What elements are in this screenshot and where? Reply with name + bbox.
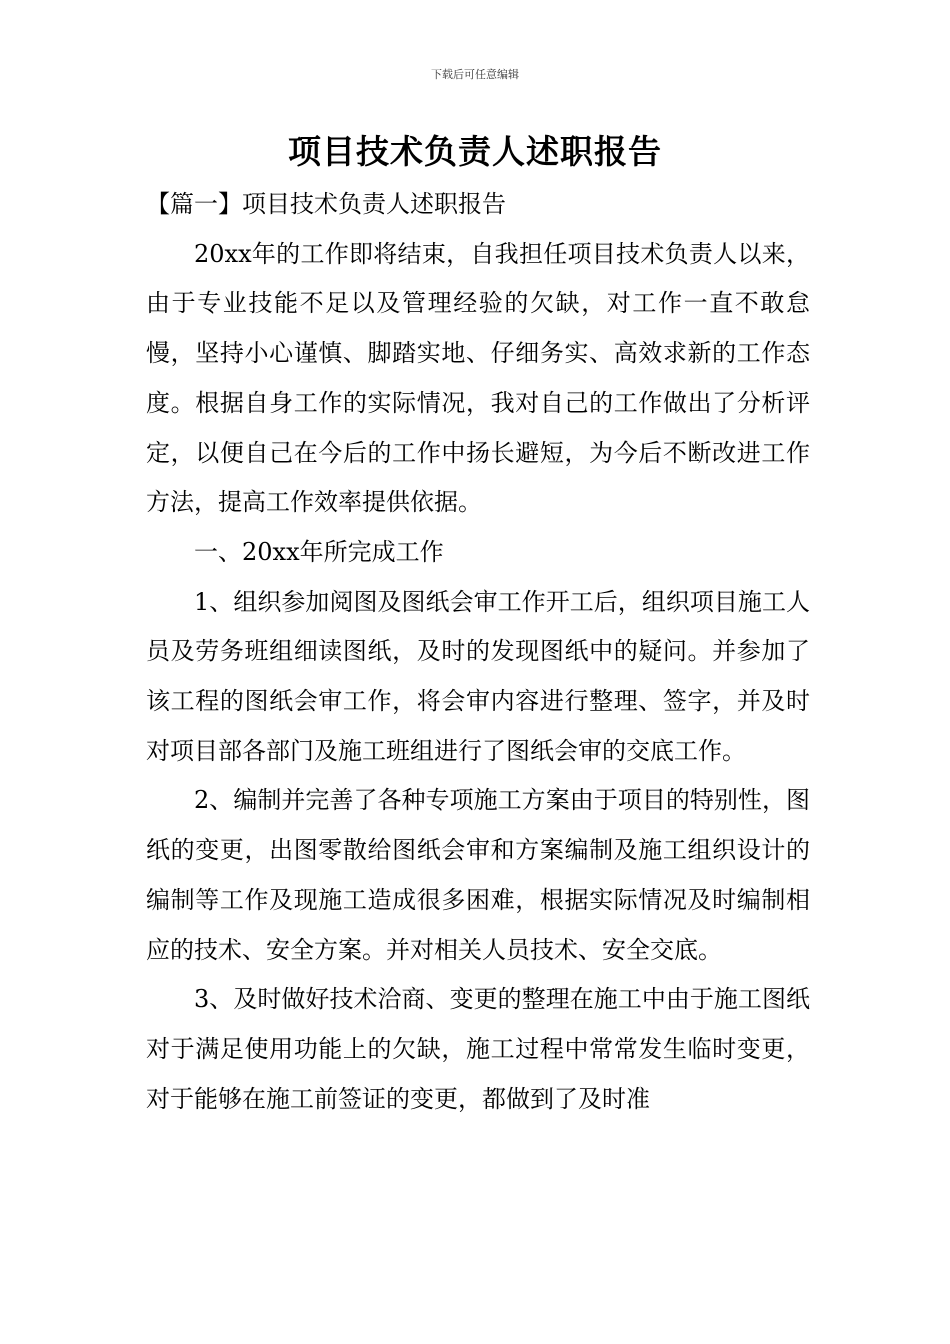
section-heading: 【篇一】项目技术负责人述职报告 (146, 190, 506, 218)
paragraph-item-1: 1、组织参加阅图及图纸会审工作开工后，组织项目施工人员及劳务班组细读图纸，及时的发现图纸中的疑问。并参加了该工程的图纸会审工作，将会审内容进行整理、签字，并及时对项目部各部门及施工班组进行了图纸会审的交底工作。 (146, 587, 810, 765)
document-body (146, 180, 810, 1124)
header-note: 下载后可任意编辑 (431, 68, 519, 81)
paragraph-item-3: 3、及时做好技术洽商、变更的整理在施工中由于施工图纸对于满足使用功能上的欠缺，施工过程中常常发生临时变更，对于能够在施工前签证的变更，都做到了及时准 (146, 985, 810, 1113)
document-title: 项目技术负责人述职报告 (288, 132, 662, 171)
subheading-completed-work: 一、20xx年所完成工作 (194, 537, 444, 566)
paragraph-item-2: 2、编制并完善了各种专项施工方案由于项目的特别性，图纸的变更，出图零散给图纸会审和方案编制及施工组织设计的编制等工作及现施工造成很多困难，根据实际情况及时编制相应的技术、安全方案。并对相关人员技术、安全交底。 (146, 786, 810, 964)
paragraph-intro: 20xx年的工作即将结束，自我担任项目技术负责人以来，由于专业技能不足以及管理经验的欠缺，对工作一直不敢怠慢，坚持小心谨慎、脚踏实地、仔细务实、高效求新的工作态度。根据自身工作的实际情况，我对自己的工作做出了分析评定，以便自己在今后的工作中扬长避短，为今后不断改进工作方法，提高工作效率提供依据。 (146, 239, 810, 517)
